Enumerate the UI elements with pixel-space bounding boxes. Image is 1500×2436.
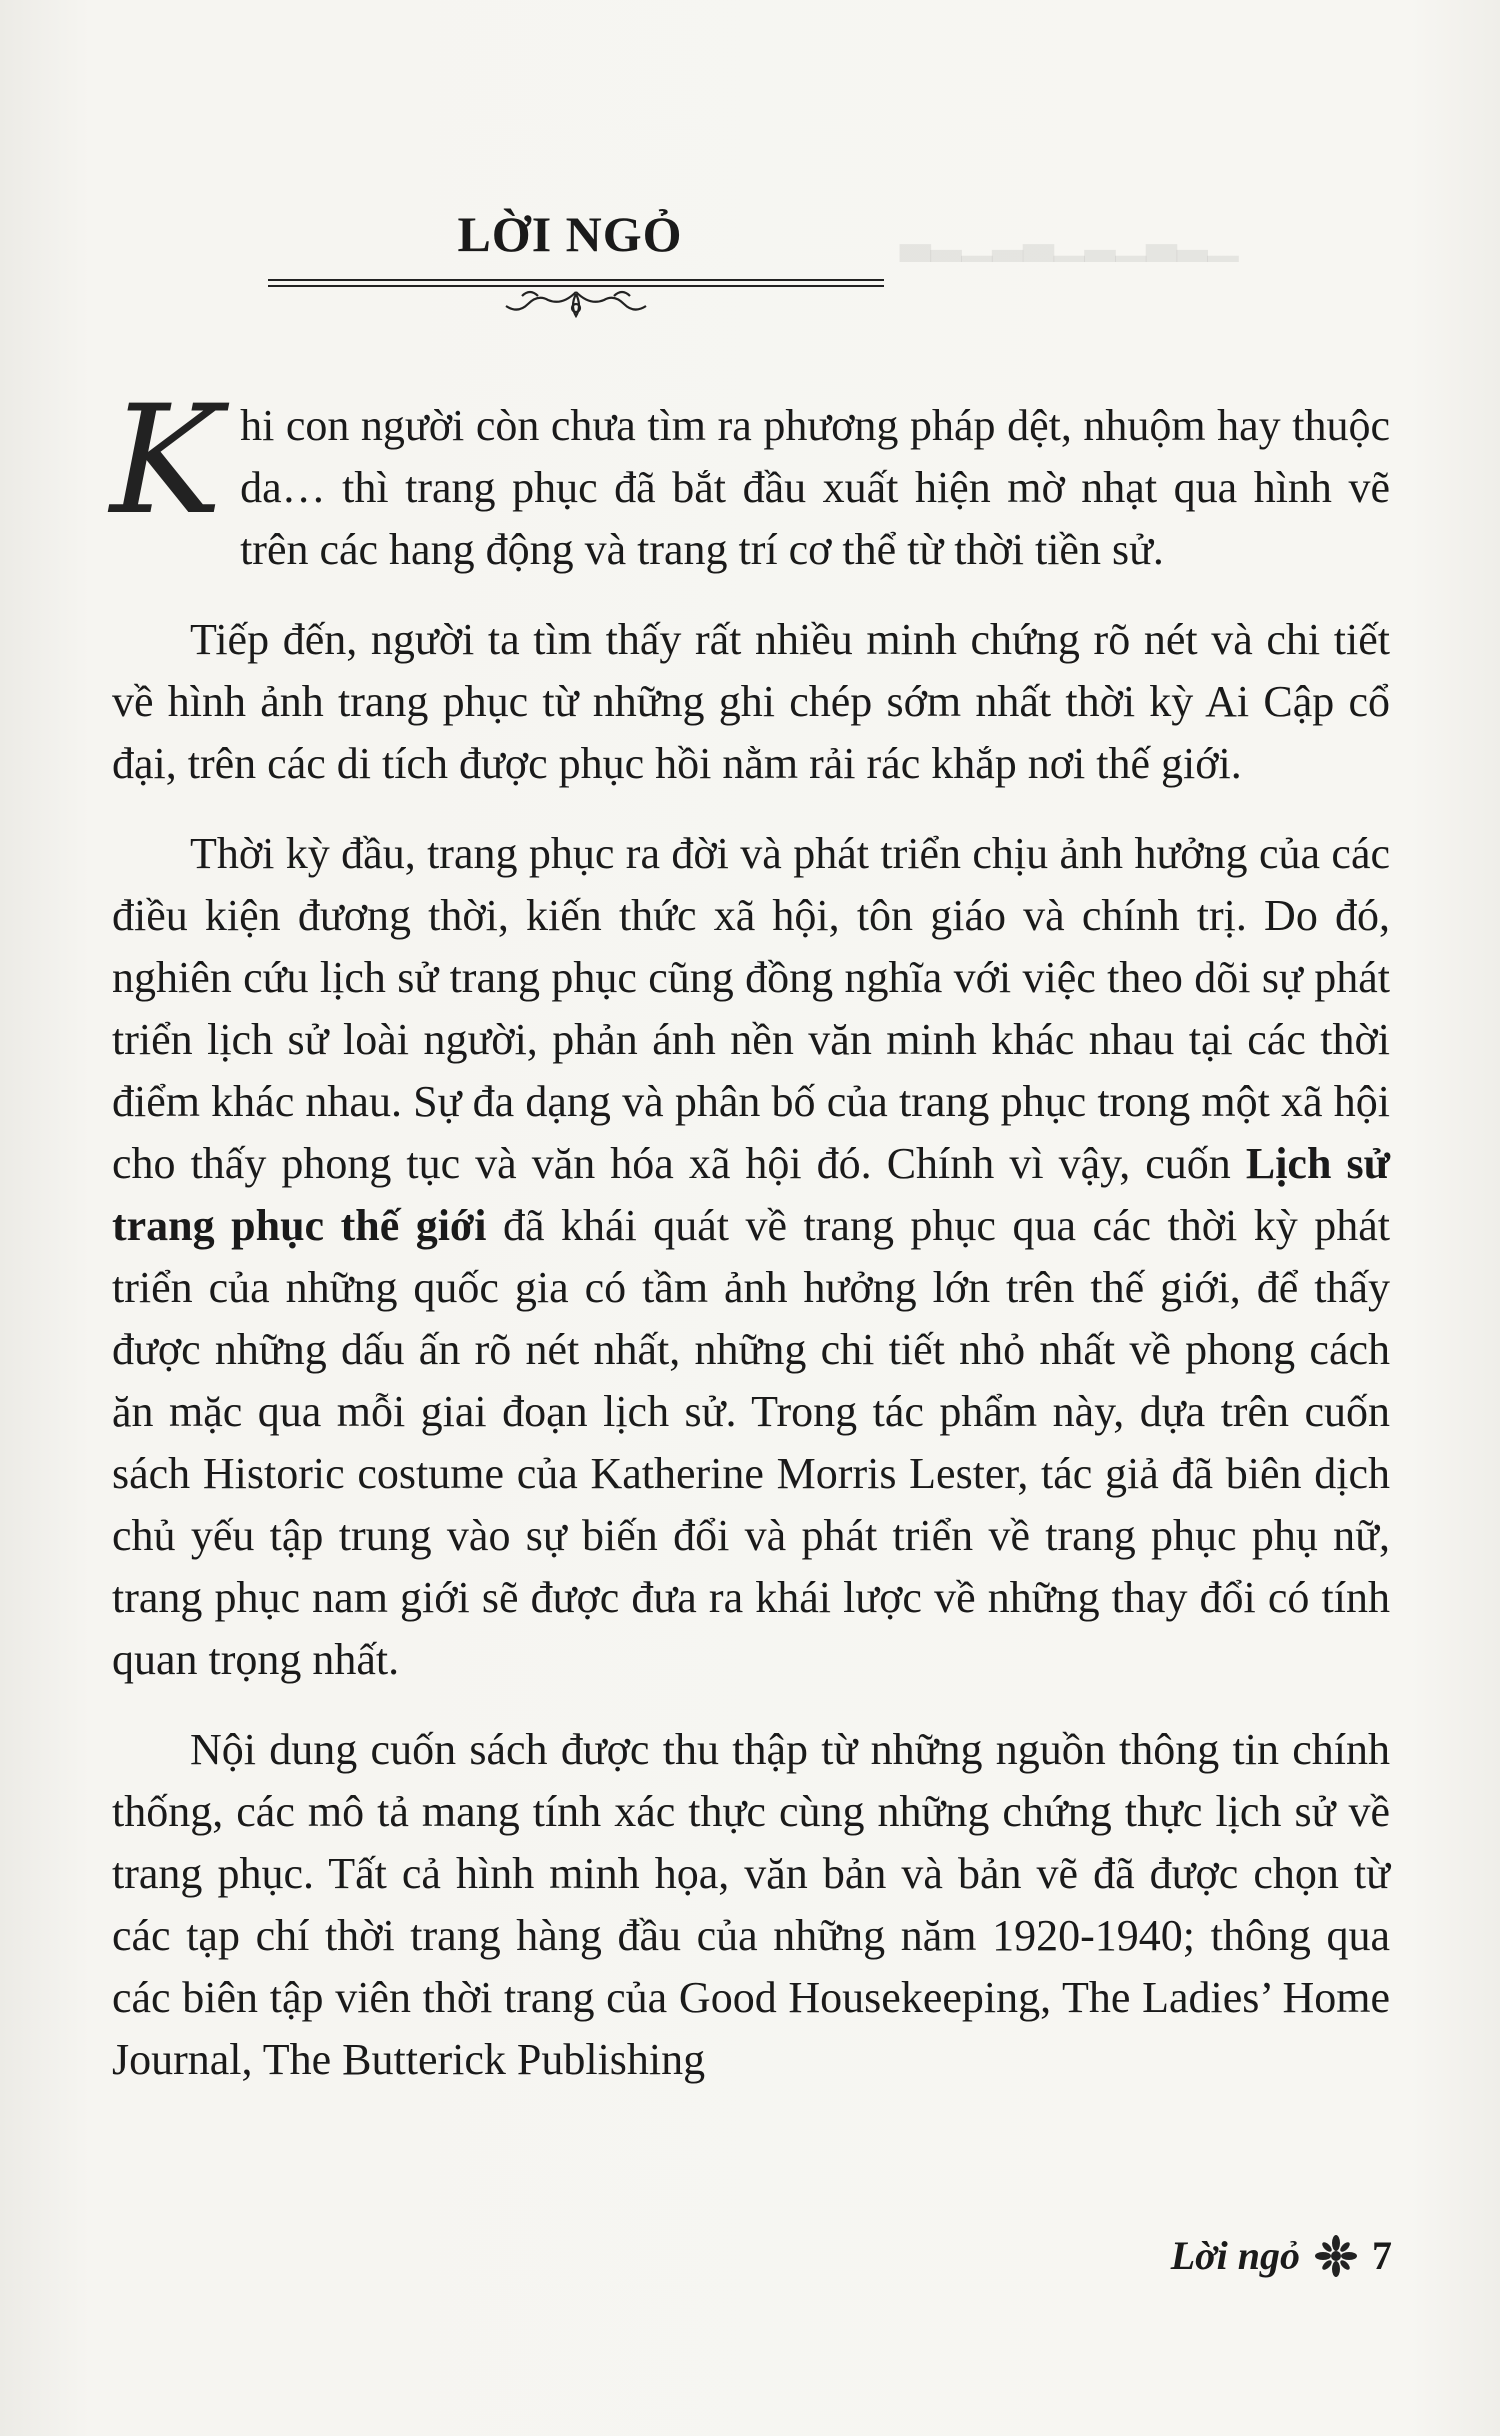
bleed-through-decoration: ▁▂▃▁▂▁▃▂▁▂▃ bbox=[900, 216, 1239, 261]
body-text bbox=[110, 374, 1390, 2119]
paragraph-2: Tiếp đến, người ta tìm thấy rất nhiều minh chứng rõ nét và chi tiết về hình ảnh trang phục từ những ghi chép sớm nhất thời kỳ Ai Cập cổ đại, trên các di tích được phục hồi nằm rải rác khắp nơi thế giới. bbox=[112, 615, 1390, 788]
drop-cap: K bbox=[110, 374, 223, 548]
book-title-bold: Lịch sử trang phục thế giới bbox=[112, 1139, 1390, 1250]
paragraph-4: Nội dung cuốn sách được thu thập từ những nguồn thông tin chính thống, các mô tả mang tính xác thực cùng những chứng thực lịch sử về trang phục. Tất cả hình minh họa, văn bản và bản vẽ đã được chọn từ các tạp chí thời trang hàng đầu của những năm 1920-1940; thông qua các biên tập viên thời trang của Good Housekeeping, The Ladies’ Home Journal, The Butterick Publishing bbox=[112, 1725, 1390, 2084]
page-footer bbox=[1171, 2232, 1392, 2279]
paragraph-1: Khi con người còn chưa tìm ra phương pháp dệt, nhuộm hay thuộc da… thì trang phục đã bắt đầu xuất hiện mờ nhạt qua hình vẽ trên các hang động và trang trí cơ thể từ thời tiền sử. bbox=[110, 374, 1390, 574]
flower-ornament-icon bbox=[1314, 2234, 1358, 2278]
page-title: LỜI NGỎ bbox=[457, 206, 683, 262]
paragraph-3: Thời kỳ đầu, trang phục ra đời và phát triển chịu ảnh hưởng của các điều kiện đương thời, kiến thức xã hội, tôn giáo và chính trị. Do đó, nghiên cứu lịch sử trang phục cũng đồng nghĩa với việc theo dõi sự phát triển lịch sử loài người, phản ánh nền văn minh khác nhau tại các thời điểm khác nhau. Sự đa dạng và phân bố của trang phục trong một xã hội cho thấy phong tục và văn hóa xã hội đó. Chính vì vậy, cuốn Lịch sử trang phục thế giới đã khái quát về trang phục qua các thời kỳ phát triển của những quốc gia có tầm ảnh hưởng lớn trên thế giới, để thấy được những dấu ấn rõ nét nhất, những chi tiết nhỏ nhất về phong cách ăn mặc qua mỗi giai đoạn lịch sử. Trong tác phẩm này, dựa trên cuốn sách Historic costume của Katherine Morris Lester, tác giả đã biên dịch chủ yếu tập trung vào sự biến đổi và phát triển về trang phục phụ nữ, trang phục nam giới sẽ được đưa ra khái lược về những thay đổi có tính quan trọng nhất. bbox=[112, 829, 1390, 1684]
page-number: 7 bbox=[1372, 2233, 1392, 2278]
footer-title: Lời ngỏ bbox=[1170, 2233, 1300, 2278]
title-divider-ornament bbox=[258, 274, 894, 338]
